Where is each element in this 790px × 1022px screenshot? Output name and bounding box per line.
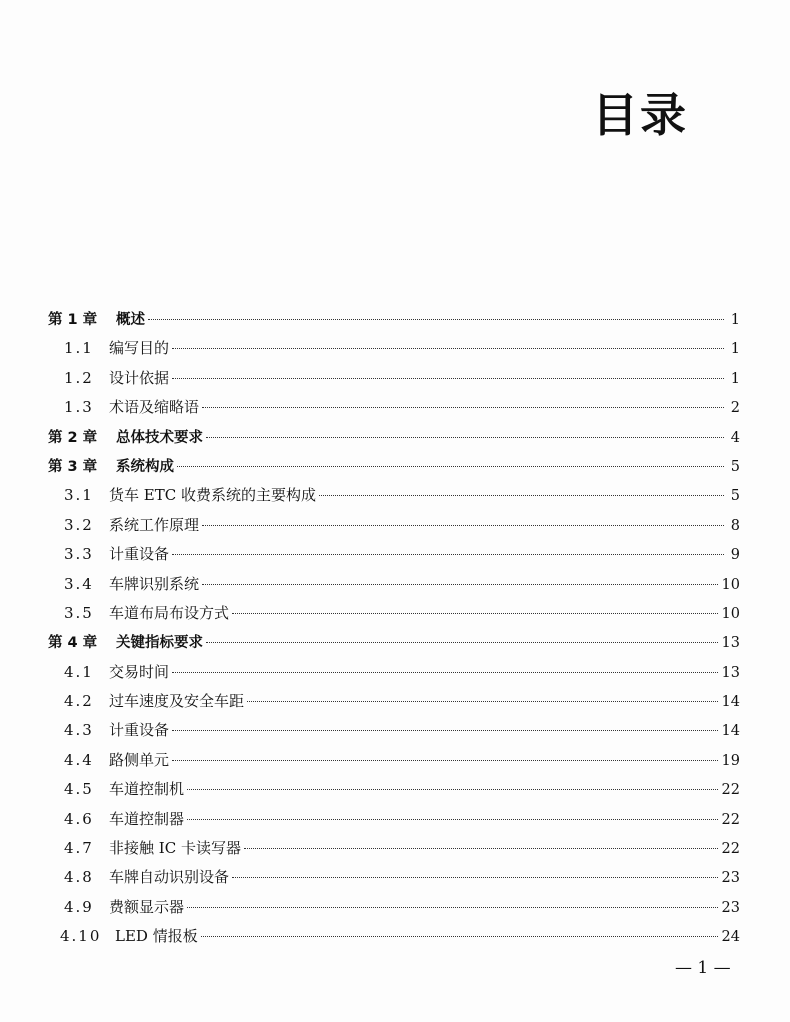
dot-leader [232, 613, 718, 614]
dot-leader [232, 877, 718, 878]
dot-leader [172, 378, 724, 379]
toc-entry-number: 4.9 [64, 897, 94, 916]
dot-leader [202, 584, 718, 585]
toc-entry [48, 719, 740, 748]
toc-entry [48, 602, 740, 631]
dot-leader [177, 466, 724, 467]
toc-entry-number: 3.2 [64, 515, 94, 534]
dot-leader [172, 760, 718, 761]
toc-entry-page: 8 [730, 517, 740, 534]
toc-entry-number: 第 3 章 [48, 458, 98, 475]
toc-entry-number: 1.3 [64, 398, 94, 417]
toc-entry-number: 1.1 [64, 339, 94, 358]
toc-entry-page: 10 [721, 605, 740, 622]
toc-entry-number: 4.6 [64, 809, 94, 828]
toc-entry-number: 第 4 章 [48, 635, 98, 652]
toc-entry-number: 4.7 [64, 839, 94, 858]
toc-entry-number: 4.1 [64, 662, 94, 681]
toc-entry-page: 22 [721, 811, 740, 828]
toc-entry-number: 3.1 [64, 486, 94, 505]
toc-entry-title: 车道布局布设方式 [109, 603, 230, 622]
dot-leader [187, 789, 718, 790]
dot-leader [247, 701, 718, 702]
toc-entry-page: 5 [730, 488, 740, 505]
toc-entry-page: 9 [730, 547, 740, 564]
dot-leader [172, 348, 724, 349]
table-of-contents [48, 308, 740, 955]
toc-entry-title: LED 情报板 [115, 927, 198, 946]
toc-entry [48, 661, 740, 690]
toc-entry [48, 337, 740, 366]
toc-entry [48, 455, 740, 484]
dot-leader [244, 848, 718, 849]
dot-leader [319, 495, 724, 496]
toc-entry-number: 3.4 [64, 574, 94, 593]
toc-entry-title: 交易时间 [109, 662, 170, 681]
toc-entry-number: 3.3 [64, 545, 94, 564]
toc-entry [48, 367, 740, 396]
toc-entry-page: 1 [730, 312, 740, 328]
dot-leader [148, 319, 724, 320]
toc-entry [48, 837, 740, 866]
toc-entry-number: 第 1 章 [48, 312, 98, 328]
toc-entry [48, 308, 740, 337]
toc-entry [48, 808, 740, 837]
toc-entry [48, 690, 740, 719]
toc-entry-title: 概述 [116, 312, 145, 328]
toc-entry-title: 车牌识别系统 [109, 574, 200, 593]
toc-entry [48, 426, 740, 455]
toc-entry-page: 22 [721, 841, 740, 858]
toc-entry-number: 4.4 [64, 750, 94, 769]
toc-entry-number: 4.3 [64, 721, 94, 740]
toc-entry-title: 路侧单元 [109, 750, 170, 769]
toc-entry-title: 设计依据 [109, 368, 170, 387]
toc-entry-page: 22 [721, 782, 740, 799]
toc-entry-title: 计重设备 [109, 545, 170, 564]
dot-leader [172, 730, 718, 731]
toc-entry-number: 4.2 [64, 692, 94, 711]
toc-entry-title: 编写目的 [109, 339, 170, 358]
toc-entry-title: 货车 ETC 收费系统的主要构成 [109, 486, 316, 505]
toc-entry-page: 19 [721, 752, 740, 769]
toc-entry-page: 2 [730, 400, 740, 417]
toc-entry-page: 4 [730, 429, 740, 446]
toc-entry-title: 费额显示器 [109, 897, 185, 916]
toc-entry [48, 925, 740, 954]
toc-entry-page: 10 [721, 576, 740, 593]
toc-entry-number: 4.8 [64, 868, 94, 887]
dot-leader [201, 936, 718, 937]
toc-entry-title: 系统构成 [116, 458, 174, 475]
toc-entry [48, 484, 740, 513]
dot-leader [187, 907, 718, 908]
toc-entry-page: 23 [721, 899, 740, 916]
toc-entry-number: 4.10 [60, 927, 102, 946]
dot-leader [206, 642, 718, 643]
toc-entry-page: 5 [730, 458, 740, 475]
page-title: 目录 [592, 88, 688, 142]
toc-entry [48, 573, 740, 602]
dot-leader [202, 525, 724, 526]
toc-entry-number: 4.5 [64, 780, 94, 799]
toc-entry-number: 第 2 章 [48, 429, 98, 446]
toc-entry [48, 396, 740, 425]
dot-leader [172, 554, 724, 555]
toc-entry-title: 关键指标要求 [116, 635, 203, 652]
toc-entry-page: 14 [721, 723, 740, 740]
toc-entry-title: 车牌自动识别设备 [109, 868, 230, 887]
toc-entry-title: 车道控制机 [109, 780, 185, 799]
toc-entry [48, 543, 740, 572]
dot-leader [187, 819, 718, 820]
dot-leader [206, 437, 724, 438]
toc-entry-page: 23 [721, 870, 740, 887]
toc-entry-page: 13 [721, 664, 740, 681]
toc-entry [48, 631, 740, 660]
page-number-footer: — 1 — [675, 958, 731, 978]
toc-entry-page: 1 [730, 370, 740, 387]
toc-entry [48, 778, 740, 807]
toc-entry-page: 1 [730, 341, 740, 358]
toc-entry-page: 13 [721, 635, 740, 652]
toc-entry-title: 车道控制器 [109, 809, 185, 828]
toc-entry-number: 1.2 [64, 368, 94, 387]
dot-leader [172, 672, 718, 673]
toc-entry-title: 计重设备 [109, 721, 170, 740]
toc-entry-title: 系统工作原理 [109, 515, 200, 534]
toc-entry-page: 24 [721, 929, 740, 946]
dot-leader [202, 407, 724, 408]
toc-entry [48, 514, 740, 543]
toc-entry-title: 过车速度及安全车距 [109, 692, 245, 711]
toc-entry [48, 749, 740, 778]
toc-entry [48, 866, 740, 895]
toc-entry [48, 896, 740, 925]
toc-entry-title: 非接触 IC 卡读写器 [109, 839, 241, 858]
toc-entry-title: 术语及缩略语 [109, 398, 200, 417]
toc-entry-title: 总体技术要求 [116, 429, 203, 446]
toc-entry-number: 3.5 [64, 603, 94, 622]
toc-entry-page: 14 [721, 694, 740, 711]
